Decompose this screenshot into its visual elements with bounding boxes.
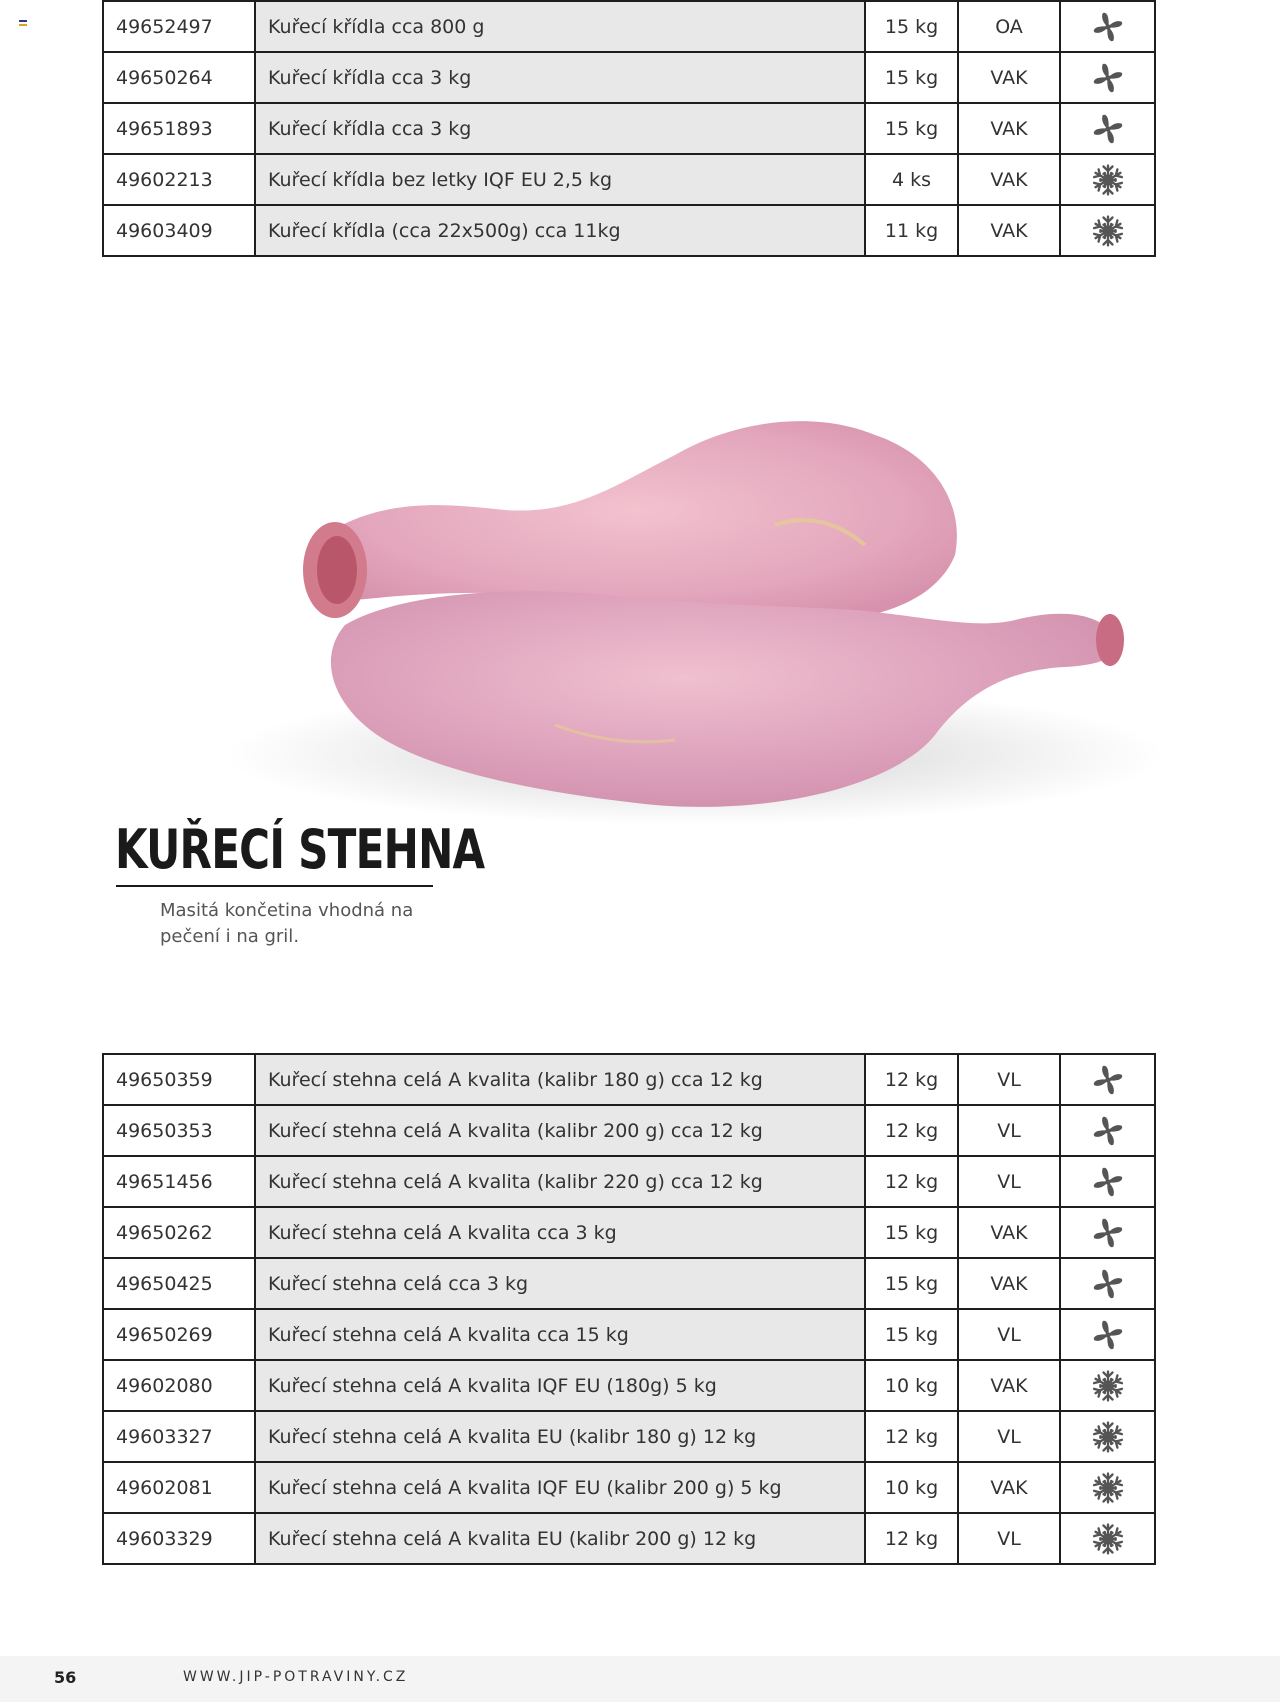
chicken-thighs-photo: [175, 395, 1275, 875]
product-pack: VAK: [958, 1207, 1060, 1258]
product-pack: VL: [958, 1411, 1060, 1462]
product-code: 49603327: [103, 1411, 255, 1462]
product-weight: 10 kg: [865, 1462, 958, 1513]
product-pack: OA: [958, 1, 1060, 52]
fan-icon: [1090, 1272, 1126, 1294]
storage-cell: [1060, 154, 1155, 205]
product-weight: 4 ks: [865, 154, 958, 205]
product-pack: VAK: [958, 154, 1060, 205]
product-pack: VL: [958, 1513, 1060, 1564]
product-row: [103, 1360, 1155, 1411]
snowflake-icon: [1090, 1527, 1126, 1549]
fan-icon: [1090, 1221, 1126, 1243]
fan-icon: [1090, 1323, 1126, 1345]
wings-product-table: [102, 0, 1156, 257]
section-title: KUŘECÍ STEHNA: [115, 818, 485, 881]
website-url[interactable]: WWW.JIP-POTRAVINY.CZ: [183, 1669, 409, 1685]
product-weight: 15 kg: [865, 1, 958, 52]
product-code: 49602213: [103, 154, 255, 205]
product-name: Kuřecí stehna celá A kvalita (kalibr 200 g) cca 12 kg: [255, 1105, 865, 1156]
product-row: [103, 1462, 1155, 1513]
product-weight: 15 kg: [865, 1309, 958, 1360]
product-pack: VAK: [958, 103, 1060, 154]
product-pack: VAK: [958, 1360, 1060, 1411]
product-row: [103, 1, 1155, 52]
storage-cell: [1060, 1054, 1155, 1105]
product-row: [103, 1156, 1155, 1207]
storage-cell: [1060, 205, 1155, 256]
page-number: 56: [54, 1668, 77, 1687]
product-row: [103, 1105, 1155, 1156]
product-row: [103, 1411, 1155, 1462]
product-code: 49650359: [103, 1054, 255, 1105]
fan-icon: [1090, 66, 1126, 88]
product-code: 49651893: [103, 103, 255, 154]
storage-cell: [1060, 1105, 1155, 1156]
product-pack: VL: [958, 1054, 1060, 1105]
product-name: Kuřecí stehna celá A kvalita (kalibr 180 g) cca 12 kg: [255, 1054, 865, 1105]
storage-cell: [1060, 1309, 1155, 1360]
product-code: 49650264: [103, 52, 255, 103]
product-name: Kuřecí křídla cca 800 g: [255, 1, 865, 52]
snowflake-icon: [1090, 168, 1126, 190]
product-name: Kuřecí křídla cca 3 kg: [255, 103, 865, 154]
section-description: Masitá končetina vhodná na pečení i na gril.: [160, 900, 414, 947]
product-weight: 10 kg: [865, 1360, 958, 1411]
product-code: 49602080: [103, 1360, 255, 1411]
product-code: 49650262: [103, 1207, 255, 1258]
product-weight: 15 kg: [865, 52, 958, 103]
product-pack: VL: [958, 1105, 1060, 1156]
product-row: [103, 1513, 1155, 1564]
product-code: 49650425: [103, 1258, 255, 1309]
wings-table-body: [103, 1, 1155, 256]
title-divider: [116, 885, 433, 887]
product-pack: VAK: [958, 52, 1060, 103]
snowflake-icon: [1090, 1425, 1126, 1447]
product-row: [103, 154, 1155, 205]
product-weight: 12 kg: [865, 1156, 958, 1207]
product-name: Kuřecí stehna celá A kvalita EU (kalibr 200 g) 12 kg: [255, 1513, 865, 1564]
product-row: [103, 52, 1155, 103]
product-weight: 12 kg: [865, 1054, 958, 1105]
product-name: Kuřecí stehna celá A kvalita EU (kalibr 180 g) 12 kg: [255, 1411, 865, 1462]
storage-cell: [1060, 1207, 1155, 1258]
product-name: Kuřecí stehna celá A kvalita IQF EU (kalibr 200 g) 5 kg: [255, 1462, 865, 1513]
corner-mark: [19, 20, 27, 28]
product-weight: 15 kg: [865, 103, 958, 154]
product-row: [103, 103, 1155, 154]
product-name: Kuřecí stehna celá A kvalita IQF EU (180g) 5 kg: [255, 1360, 865, 1411]
product-code: 49602081: [103, 1462, 255, 1513]
product-row: [103, 205, 1155, 256]
product-pack: VAK: [958, 1258, 1060, 1309]
storage-cell: [1060, 1360, 1155, 1411]
product-weight: 12 kg: [865, 1513, 958, 1564]
product-pack: VL: [958, 1309, 1060, 1360]
product-name: Kuřecí stehna celá A kvalita cca 3 kg: [255, 1207, 865, 1258]
product-weight: 12 kg: [865, 1411, 958, 1462]
fan-icon: [1090, 15, 1126, 37]
product-row: [103, 1054, 1155, 1105]
product-row: [103, 1309, 1155, 1360]
storage-cell: [1060, 1462, 1155, 1513]
product-weight: 12 kg: [865, 1105, 958, 1156]
product-pack: VL: [958, 1156, 1060, 1207]
product-weight: 15 kg: [865, 1207, 958, 1258]
product-weight: 15 kg: [865, 1258, 958, 1309]
storage-cell: [1060, 52, 1155, 103]
storage-cell: [1060, 1156, 1155, 1207]
product-pack: VAK: [958, 1462, 1060, 1513]
product-name: Kuřecí křídla (cca 22x500g) cca 11kg: [255, 205, 865, 256]
product-weight: 11 kg: [865, 205, 958, 256]
product-code: 49603329: [103, 1513, 255, 1564]
product-code: 49650269: [103, 1309, 255, 1360]
fan-icon: [1090, 1119, 1126, 1141]
product-name: Kuřecí křídla cca 3 kg: [255, 52, 865, 103]
product-row: [103, 1258, 1155, 1309]
product-code: 49651456: [103, 1156, 255, 1207]
storage-cell: [1060, 1, 1155, 52]
thighs-table-body: [103, 1054, 1155, 1564]
snowflake-icon: [1090, 219, 1126, 241]
product-name: Kuřecí stehna celá A kvalita cca 15 kg: [255, 1309, 865, 1360]
product-code: 49650353: [103, 1105, 255, 1156]
product-row: [103, 1207, 1155, 1258]
fan-icon: [1090, 1170, 1126, 1192]
product-code: 49652497: [103, 1, 255, 52]
thighs-product-table: [102, 1053, 1156, 1565]
product-pack: VAK: [958, 205, 1060, 256]
storage-cell: [1060, 1513, 1155, 1564]
product-name: Kuřecí stehna celá cca 3 kg: [255, 1258, 865, 1309]
storage-cell: [1060, 103, 1155, 154]
fan-icon: [1090, 1068, 1126, 1090]
fan-icon: [1090, 117, 1126, 139]
product-name: Kuřecí křídla bez letky IQF EU 2,5 kg: [255, 154, 865, 205]
storage-cell: [1060, 1411, 1155, 1462]
storage-cell: [1060, 1258, 1155, 1309]
product-code: 49603409: [103, 205, 255, 256]
product-name: Kuřecí stehna celá A kvalita (kalibr 220 g) cca 12 kg: [255, 1156, 865, 1207]
snowflake-icon: [1090, 1374, 1126, 1396]
snowflake-icon: [1090, 1476, 1126, 1498]
